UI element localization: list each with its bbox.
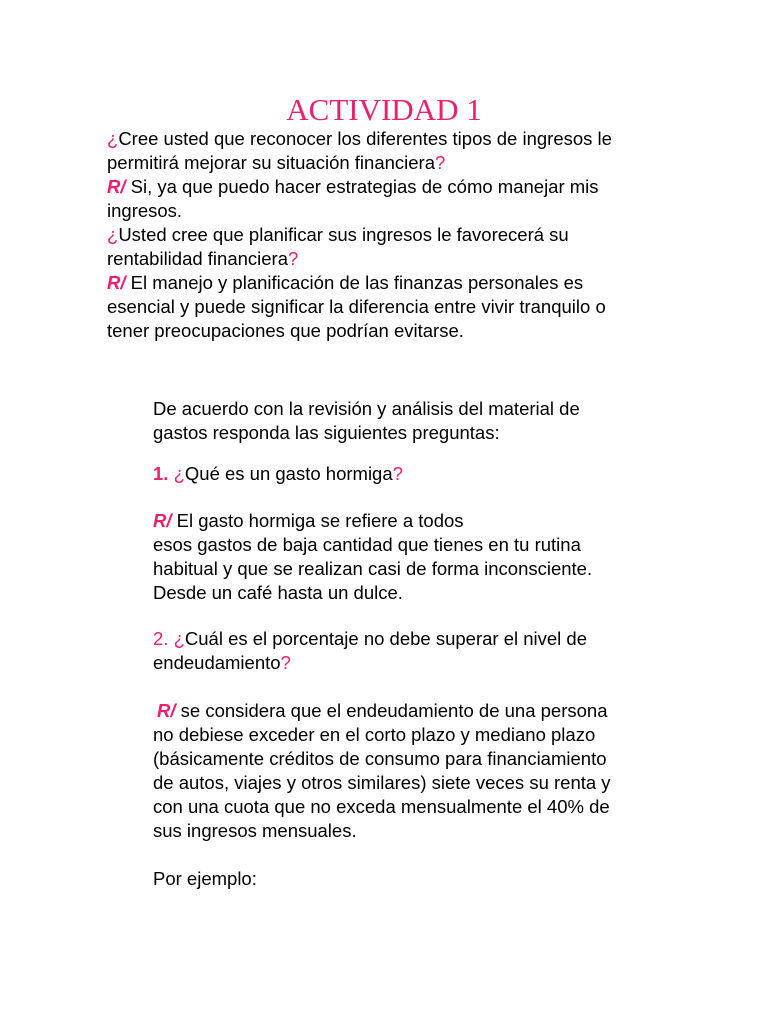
question-text: Qué es un gasto hormiga (184, 463, 393, 484)
close-question-mark: ? (280, 652, 291, 673)
numbered-question-1 (153, 462, 403, 486)
intro-line-1: De acuerdo con la revisión y análisis del material de (153, 398, 580, 419)
answer-marker: R/ (153, 510, 172, 531)
page-title: ACTIVIDAD 1 (286, 92, 482, 127)
close-question-mark: ? (435, 152, 446, 173)
numbered-question-2-line-2 (153, 651, 291, 675)
answer-1-text: Si, ya que puedo hacer estrategias de cómo manejar mis (125, 176, 599, 197)
open-question-mark: ¿ (107, 224, 119, 245)
answer-1-line-2: ingresos. (107, 200, 183, 221)
answer-marker: R/ (107, 272, 126, 293)
open-question-mark: ¿ (107, 128, 119, 149)
numbered-answer-2-line-5: con una cuota que no exceda mensualmente el 40% de (153, 796, 610, 817)
numbered-answer-2-line-1 (157, 699, 608, 723)
answer-text: El gasto hormiga se refiere a todos (171, 510, 464, 531)
question-1-text: permitirá mejorar su situación financiera (107, 152, 435, 173)
intro-line-2: gastos responda las siguientes preguntas: (153, 422, 500, 443)
question-2-text: rentabilidad financiera (107, 248, 289, 269)
numbered-answer-2-line-6: sus ingresos mensuales. (153, 820, 357, 841)
numbered-answer-2-line-3: (básicamente créditos de consumo para financiamiento (153, 748, 607, 769)
numbered-question-2-line-1 (153, 627, 587, 651)
answer-2-line-2: esencial y puede significar la diferencia entre vivir tranquilo o (107, 296, 606, 317)
example-label: Por ejemplo: (153, 868, 257, 889)
numbered-answer-1-line-4: Desde un café hasta un dulce. (153, 582, 403, 603)
close-question-mark: ? (392, 463, 403, 484)
open-question-mark: ¿ (173, 628, 185, 649)
question-text: endeudamiento (153, 652, 281, 673)
question-1-line-2 (107, 151, 445, 175)
answer-2-line-3: tener preocupaciones que podrían evitarse. (107, 320, 464, 341)
answer-text: se considera que el endeudamiento de una persona (175, 700, 608, 721)
close-question-mark: ? (288, 248, 299, 269)
question-2-line-2 (107, 247, 298, 271)
open-question-mark: ¿ (173, 463, 185, 484)
numbered-answer-1-line-3: habitual y que se realizan casi de forma inconsciente. (153, 558, 593, 579)
numbered-answer-2-line-2: no debiese exceder en el corto plazo y mediano plazo (153, 724, 596, 745)
answer-marker: R/ (157, 700, 176, 721)
question-2-text: Usted cree que planificar sus ingresos le favorecerá su (118, 224, 569, 245)
numbered-answer-2-line-4: de autos, viajes y otros similares) siete veces su renta y (153, 772, 611, 793)
answer-marker: R/ (107, 176, 126, 197)
question-number: 1. (153, 463, 169, 484)
numbered-answer-1-line-1 (153, 509, 464, 533)
question-1-line-1 (107, 127, 612, 151)
question-text: Cuál es el porcentaje no debe superar el nivel de (184, 628, 588, 649)
numbered-answer-1-line-2: esos gastos de baja cantidad que tienes en tu rutina (153, 534, 581, 555)
answer-2-line-1 (107, 271, 583, 295)
answer-1-line-1 (107, 175, 599, 199)
question-2-line-1 (107, 223, 569, 247)
answer-2-text: El manejo y planificación de las finanzas personales es (125, 272, 584, 293)
question-1-text: Cree usted que reconocer los diferentes tipos de ingresos le (118, 128, 612, 149)
question-number: 2. (153, 628, 169, 649)
